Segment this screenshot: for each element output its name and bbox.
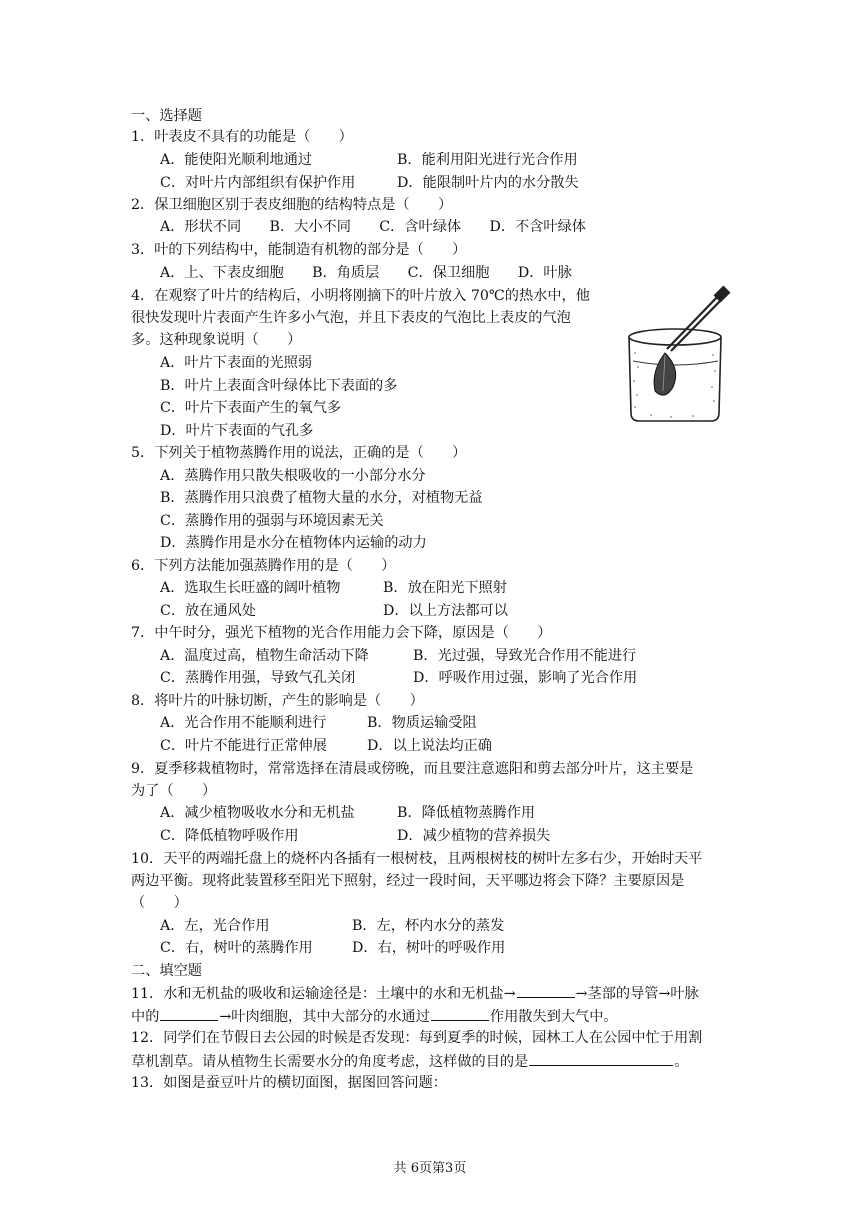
question-1-option-d: D．能限制叶片内的水分散失: [397, 175, 579, 191]
question-6-option-c: C．放在通风处: [160, 603, 256, 619]
question-1-option-a: A．能使阳光顺利地通过: [160, 152, 313, 168]
question-5-option-a: A．蒸腾作用只散失根吸收的一小部分水分: [160, 468, 426, 484]
question-8-stem: 8．将叶片的叶脉切断，产生的影响是（ ）: [131, 693, 424, 709]
question-11-text-d: →叶肉细胞，其中大部分的水通过: [219, 1009, 430, 1025]
question-7-stem: 7．中午时分，强光下植物的光合作用能力会下降，原因是（ ）: [131, 625, 552, 641]
question-6-option-a: A．选取生长旺盛的阔叶植物: [160, 580, 341, 596]
question-6-stem: 6．下列方法能加强蒸腾作用的是（ ）: [131, 558, 396, 574]
beaker-leaf-figure: [621, 283, 741, 425]
question-9-option-c: C．降低植物呼吸作用: [160, 828, 299, 844]
question-4-option-a: A．叶片下表面的光照弱: [160, 355, 313, 371]
question-11-line1: [131, 983, 699, 1004]
answer-blank-2[interactable]: [160, 1006, 218, 1021]
question-9-stem-line2: 为了（ ）: [131, 783, 217, 799]
question-1-option-c: C．对叶片内部组织有保护作用: [160, 175, 356, 191]
question-7-option-d: D．呼吸作用过强，影响了光合作用: [413, 670, 638, 686]
question-1-option-b: B．能利用阳光进行光合作用: [397, 152, 578, 168]
question-7-option-a: A．温度过高，植物生命活动下降: [160, 648, 369, 664]
answer-blank-1[interactable]: [517, 983, 575, 998]
question-4-stem-line1: 4．在观察了叶片的结构后，小明将刚摘下的叶片放入 70℃的热水中，他: [131, 288, 590, 304]
question-8-option-a: A．光合作用不能顺利进行: [160, 715, 327, 731]
question-9-option-b: B．降低植物蒸腾作用: [397, 805, 536, 821]
answer-blank-3[interactable]: [431, 1006, 489, 1021]
question-5-option-d: D．蒸腾作用是水分在植物体内运输的动力: [160, 535, 427, 551]
question-11-line2: [131, 1006, 618, 1027]
question-8-option-b: B．物质运输受阻: [367, 715, 477, 731]
question-8-option-c: C．叶片不能进行正常伸展: [160, 738, 327, 754]
question-4-stem-line3: 多。这种现象说明（ ）: [131, 332, 302, 348]
question-2-options: A．形状不同 B．大小不同 C．含叶绿体 D．不含叶绿体: [160, 219, 586, 235]
question-11-text-e: 作用散失到大气中。: [489, 1009, 618, 1025]
question-11-text-c: 中的: [131, 1009, 160, 1025]
section-heading-fill-in: 二、填空题: [131, 963, 202, 979]
question-3-options: A．上、下表皮细胞 B．角质层 C．保卫细胞 D．叶脉: [160, 265, 572, 281]
question-5-option-b: B．蒸腾作用只浪费了植物大量的水分，对植物无益: [160, 490, 483, 506]
question-1-stem: 1．叶表皮不具有的功能是（ ）: [131, 129, 353, 145]
question-3-stem: 3．叶的下列结构中，能制造有机物的部分是（ ）: [131, 242, 467, 258]
question-9-stem-line1: 9．夏季移栽植物时，常常选择在清晨或傍晚，而且要注意遮阳和剪去部分叶片，这主要是: [131, 761, 694, 777]
question-10-option-d: D．右，树叶的呼吸作用: [352, 940, 506, 956]
question-10-stem-line2: 两边平衡。现将此装置移至阳光下照射，经过一段时间，天平哪边将会下降？主要原因是: [131, 873, 685, 889]
question-10-option-b: B．左，杯内水分的蒸发: [352, 918, 505, 934]
question-4-option-d: D．叶片下表面的气孔多: [160, 423, 314, 439]
question-9-option-d: D．减少植物的营养损失: [397, 828, 551, 844]
question-2-stem: 2．保卫细胞区别于表皮细胞的结构特点是（ ）: [131, 197, 453, 213]
question-9-option-a: A．减少植物吸收水分和无机盐: [160, 805, 355, 821]
question-13-stem: 13．如图是蚕豆叶片的横切面图，据图回答问题：: [131, 1075, 447, 1091]
question-4-option-c: C．叶片下表面产生的氧气多: [160, 400, 342, 416]
question-5-stem: 5．下列关于植物蒸腾作用的说法，正确的是（ ）: [131, 445, 467, 461]
question-10-stem-line1: 10．天平的两端托盘上的烧杯内各插有一根树枝，且两根树枝的树叶左多右少，开始时天平: [131, 851, 703, 867]
question-11-text-b: →茎部的导管→叶脉: [575, 986, 699, 1002]
question-4-option-b: B．叶片上表面含叶绿体比下表面的多: [160, 378, 398, 394]
page-footer: 共 6页第3页: [393, 1161, 467, 1176]
question-10-option-c: C．右，树叶的蒸腾作用: [160, 940, 313, 956]
question-7-option-b: B．光过强，导致光合作用不能进行: [413, 648, 637, 664]
question-6-option-b: B．放在阳光下照射: [383, 580, 507, 596]
question-5-option-c: C．蒸腾作用的强弱与环境因素无关: [160, 513, 384, 529]
question-12-line2: [131, 1051, 688, 1072]
question-8-option-d: D．以上说法均正确: [367, 738, 492, 754]
answer-blank-4[interactable]: [529, 1051, 673, 1066]
section-heading-choice: 一、选择题: [131, 108, 202, 124]
question-10-stem-line3: （ ）: [131, 895, 188, 911]
question-12-line1: 12．同学们在节假日去公园的时候是否发现：每到夏季的时候，园林工人在公园中忙于用割: [131, 1030, 703, 1046]
question-7-option-c: C．蒸腾作用强，导致气孔关闭: [160, 670, 356, 686]
question-12-text-b: 。: [674, 1054, 689, 1070]
question-4-stem-line2: 很快发现叶片表面产生许多小气泡，并且下表皮的气泡比上表皮的气泡: [131, 310, 571, 326]
question-10-option-a: A．左，光合作用: [160, 918, 270, 934]
question-11-text-a: 11．水和无机盐的吸收和运输途径是：土壤中的水和无机盐→: [131, 986, 516, 1002]
question-6-option-d: D．以上方法都可以: [383, 603, 508, 619]
question-12-text-a: 草机割草。请从植物生长需要水分的角度考虑，这样做的目的是: [131, 1054, 529, 1070]
